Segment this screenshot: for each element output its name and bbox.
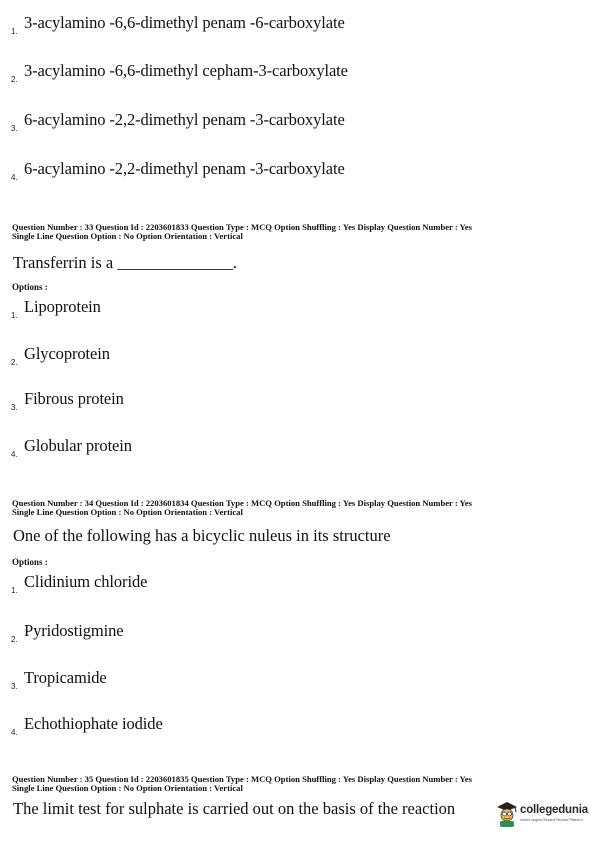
- option-text: 6-acylamino -2,2-dimethyl penam -3-carboxylate: [24, 110, 345, 129]
- option-item: [0, 297, 595, 327]
- option-number: 2.: [11, 75, 18, 84]
- options-label: Options :: [12, 282, 48, 292]
- option-text: Glycoprotein: [24, 344, 110, 363]
- option-item: [0, 621, 595, 651]
- question-text: Transferrin is a ______________.: [13, 253, 237, 272]
- question-text: One of the following has a bicyclic nuleus in its structure: [13, 526, 391, 545]
- option-number: 4.: [11, 728, 18, 737]
- option-item: [0, 110, 595, 140]
- option-item: [0, 436, 595, 466]
- mascot-icon: [495, 801, 519, 827]
- option-item: [0, 572, 595, 602]
- option-number: 2.: [11, 358, 18, 367]
- option-text: 6-acylamino -2,2-dimethyl penam -3-carboxylate: [24, 159, 345, 178]
- option-item: [0, 61, 595, 91]
- option-number: 4.: [11, 450, 18, 459]
- question-text: The limit test for sulphate is carried out on the basis of the reaction: [13, 799, 456, 818]
- option-number: 4.: [11, 173, 18, 182]
- options-label: Options :: [12, 557, 48, 567]
- option-text: Lipoprotein: [24, 297, 101, 316]
- question-meta-line: Question Number : 35 Question Id : 2203601835 Question Type : MCQ Option Shuffling : Yes Display Question Number : Yes: [12, 774, 472, 784]
- option-number: 3.: [11, 682, 18, 691]
- option-number: 3.: [11, 403, 18, 412]
- option-text: 3-acylamino -6,6-dimethyl penam -6-carboxylate: [24, 13, 345, 32]
- question-meta-line: Question Number : 34 Question Id : 2203601834 Question Type : MCQ Option Shuffling : Yes Display Question Number : Yes: [12, 498, 472, 508]
- option-text: Echothiophate iodide: [24, 714, 163, 733]
- option-item: [0, 159, 595, 189]
- option-text: Tropicamide: [24, 668, 107, 687]
- option-item: [0, 344, 595, 374]
- option-number: 3.: [11, 124, 18, 133]
- option-item: [0, 714, 595, 744]
- option-text: Fibrous protein: [24, 389, 124, 408]
- question-meta: [12, 499, 582, 517]
- question-meta-line: Question Number : 33 Question Id : 2203601833 Question Type : MCQ Option Shuffling : Yes Display Question Number : Yes: [12, 222, 472, 232]
- collegedunia-logo: [495, 801, 587, 827]
- option-text: 3-acylamino -6,6-dimethyl cepham-3-carboxylate: [24, 61, 348, 80]
- option-number: 1.: [11, 586, 18, 595]
- option-item: [0, 668, 595, 698]
- option-number: 2.: [11, 635, 18, 644]
- option-item: [0, 13, 595, 43]
- option-text: Globular protein: [24, 436, 132, 455]
- question-meta-line: Single Line Question Option : No Option Orientation : Vertical: [12, 507, 243, 517]
- option-number: 1.: [11, 311, 18, 320]
- question-meta: [12, 775, 582, 793]
- option-text: Pyridostigmine: [24, 621, 124, 640]
- question-meta-line: Single Line Question Option : No Option Orientation : Vertical: [12, 231, 243, 241]
- brand-tagline: India's largest Student Review Platform: [520, 818, 583, 822]
- option-number: 1.: [11, 27, 18, 36]
- question-meta-line: Single Line Question Option : No Option Orientation : Vertical: [12, 783, 243, 793]
- question-meta: [12, 223, 582, 241]
- option-item: [0, 389, 595, 419]
- option-text: Clidinium chloride: [24, 572, 148, 591]
- brand-name: collegedunia: [520, 804, 588, 816]
